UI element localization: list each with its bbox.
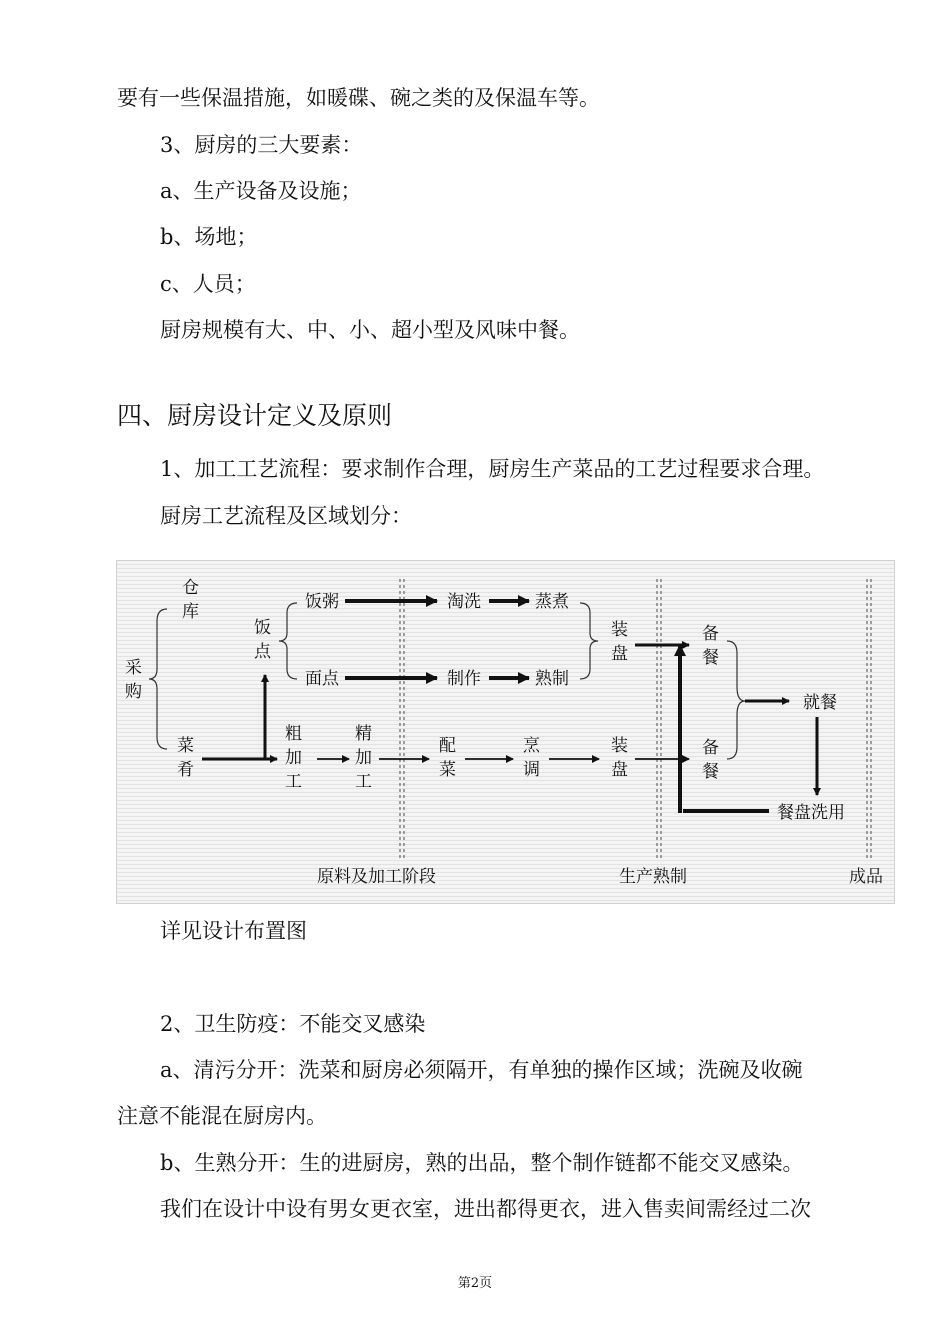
label-peicai-2: 菜 [439, 760, 456, 780]
paragraph-7: 1、加工工艺流程：要求制作合理，厨房生产菜品的工艺过程要求合理。 [160, 457, 825, 481]
label-zhuangpan2-1: 装 [611, 736, 628, 756]
section-heading: 四、厨房设计定义及原则 [117, 401, 393, 430]
brace-zhuangpan [580, 603, 598, 679]
label-ku: 库 [182, 602, 199, 622]
label-stage-3: 成品 [849, 867, 883, 887]
label-zhuangpan2-2: 盘 [611, 760, 628, 780]
label-stage-1: 原料及加工阶段 [317, 867, 436, 887]
paragraph-4: b、场地； [160, 225, 258, 249]
label-beican1-1: 备 [702, 624, 719, 644]
label-pengtiao-2: 调 [523, 760, 540, 780]
label-cai: 采 [125, 658, 142, 678]
label-taoxi: 淘洗 [447, 592, 481, 612]
label-peicai-1: 配 [439, 736, 456, 756]
paragraph-11b: 注意不能混在厨房内。 [117, 1104, 327, 1128]
label-jiucan: 就餐 [803, 693, 837, 713]
brace-caigou [149, 609, 167, 749]
label-fanzhou: 饭粥 [305, 592, 339, 612]
kitchen-process-flow-diagram [116, 560, 895, 904]
label-jingjiagong-1: 精 [355, 724, 372, 744]
brace-beican [727, 641, 745, 759]
paragraph-6: 厨房规模有大、中、小、超小型及风味中餐。 [160, 318, 580, 342]
label-jingjiagong-2: 加 [355, 748, 372, 768]
paragraph-10: 2、卫生防疫：不能交叉感染 [160, 1012, 426, 1036]
label-shuzhi: 熟制 [535, 669, 569, 689]
label-miandian: 面点 [305, 669, 339, 689]
label-beican2-2: 餐 [702, 762, 719, 782]
label-caiyao-1: 菜 [177, 736, 194, 756]
label-fandian-2: 点 [254, 642, 271, 662]
paragraph-8: 厨房工艺流程及区域划分： [160, 504, 412, 528]
flow-diagram-svg [117, 561, 894, 903]
paragraph-11a: a、清污分开：洗菜和厨房必须隔开，有单独的操作区域；洗碗及收碗 [160, 1058, 803, 1082]
paragraph-5: c、人员； [160, 272, 256, 296]
label-gou: 购 [125, 682, 142, 702]
brace-fandian [279, 603, 297, 679]
paragraph-3: a、生产设备及设施； [160, 179, 362, 203]
label-zhuangpan1-2: 盘 [611, 644, 628, 664]
label-beican1-2: 餐 [702, 648, 719, 668]
label-canpan: 餐盘洗用 [777, 803, 845, 823]
label-zhizuo: 制作 [447, 669, 481, 689]
label-cujiagong-3: 工 [285, 772, 302, 792]
label-fandian-1: 饭 [254, 618, 271, 638]
label-jingjiagong-3: 工 [355, 772, 372, 792]
label-cujiagong-1: 粗 [285, 724, 302, 744]
label-cujiagong-2: 加 [285, 748, 302, 768]
paragraph-9: 详见设计布置图 [160, 919, 307, 943]
paragraph-12: b、生熟分开：生的进厨房，熟的出品，整个制作链都不能交叉感染。 [160, 1151, 804, 1175]
paragraph-1: 要有一些保温措施，如暖碟、碗之类的及保温车等。 [117, 86, 600, 110]
paragraph-2: 3、厨房的三大要素： [160, 133, 363, 157]
page-number: 第2页 [457, 1276, 493, 1291]
label-zhengzhu: 蒸煮 [535, 592, 569, 612]
label-beican2-1: 备 [702, 738, 719, 758]
paragraph-13: 我们在设计中设有男女更衣室，进出都得更衣，进入售卖间需经过二次 [160, 1197, 811, 1221]
label-pengtiao-1: 烹 [523, 736, 540, 756]
label-zhuangpan1-1: 装 [611, 620, 628, 640]
label-caiyao-2: 肴 [177, 760, 194, 780]
label-stage-2: 生产熟制 [619, 867, 687, 887]
label-cang: 仓 [182, 578, 199, 598]
